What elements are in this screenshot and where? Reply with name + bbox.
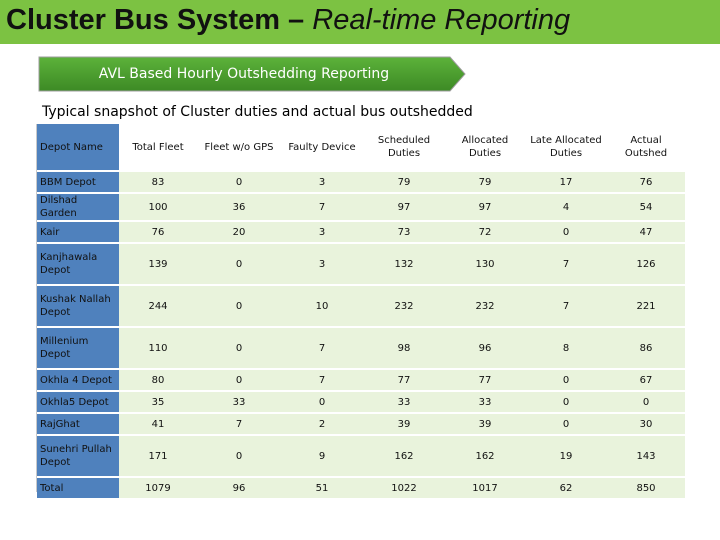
cell-depot: Kanjhawala Depot	[37, 244, 119, 286]
cell: 7	[525, 244, 607, 286]
cell-depot: BBM Depot	[37, 172, 119, 194]
cell: 4	[525, 194, 607, 222]
cell: 33	[445, 392, 525, 414]
table-row	[37, 370, 685, 392]
title-italic: Real-time Reporting	[312, 4, 571, 36]
cell: 10	[281, 286, 363, 328]
cell: 110	[119, 328, 197, 370]
title-dash: –	[280, 4, 313, 36]
banner-label: AVL Based Hourly Outshedding Reporting	[98, 66, 390, 82]
cell: 7	[525, 286, 607, 328]
cell: 54	[607, 194, 685, 222]
table-row	[37, 286, 685, 328]
cell: 232	[363, 286, 445, 328]
cell: 0	[197, 172, 281, 194]
table-header-row	[37, 124, 685, 172]
cell: 1022	[363, 478, 445, 500]
col-header-scheduled-duties: Scheduled Duties	[363, 124, 445, 172]
cell: 850	[607, 478, 685, 500]
cell: 20	[197, 222, 281, 244]
table-row	[37, 172, 685, 194]
cell: 7	[281, 194, 363, 222]
cell: 7	[197, 414, 281, 436]
cell: 162	[445, 436, 525, 478]
cell: 0	[281, 392, 363, 414]
table-row	[37, 414, 685, 436]
cell: 98	[363, 328, 445, 370]
cell: 0	[525, 222, 607, 244]
cell: 244	[119, 286, 197, 328]
cell: 9	[281, 436, 363, 478]
page-title	[6, 4, 570, 37]
cell: 79	[445, 172, 525, 194]
subtitle: Typical snapshot of Cluster duties and actual bus outshedded	[42, 104, 473, 120]
cell: 97	[445, 194, 525, 222]
cell: 143	[607, 436, 685, 478]
cell: 132	[363, 244, 445, 286]
cell: 33	[363, 392, 445, 414]
table-row	[37, 392, 685, 414]
cell: 96	[445, 328, 525, 370]
cell: 7	[281, 370, 363, 392]
cell: 41	[119, 414, 197, 436]
cell: 39	[363, 414, 445, 436]
cell: 1079	[119, 478, 197, 500]
cell: 77	[445, 370, 525, 392]
cell: 0	[197, 436, 281, 478]
cell: 33	[197, 392, 281, 414]
cell: 0	[607, 392, 685, 414]
cell: 80	[119, 370, 197, 392]
cell-depot: RajGhat	[37, 414, 119, 436]
cell: 0	[525, 414, 607, 436]
cell: 77	[363, 370, 445, 392]
cell: 19	[525, 436, 607, 478]
cell: 3	[281, 172, 363, 194]
cell: 3	[281, 222, 363, 244]
cell: 7	[281, 328, 363, 370]
table-row	[37, 244, 685, 286]
cell: 0	[197, 244, 281, 286]
cell-depot: Kushak Nallah Depot	[37, 286, 119, 328]
cell: 35	[119, 392, 197, 414]
title-bold: Cluster Bus System	[6, 4, 280, 36]
cell: 3	[281, 244, 363, 286]
col-header-late-allocated-duties: Late Allocated Duties	[525, 124, 607, 172]
cell: 76	[119, 222, 197, 244]
cell-depot: Sunehri Pullah Depot	[37, 436, 119, 478]
col-header-faulty-device: Faulty Device	[281, 124, 363, 172]
cell: 0	[525, 370, 607, 392]
cell: 67	[607, 370, 685, 392]
table-row	[37, 436, 685, 478]
cell: 83	[119, 172, 197, 194]
cell: 36	[197, 194, 281, 222]
cell: 51	[281, 478, 363, 500]
cell: 96	[197, 478, 281, 500]
cell: 17	[525, 172, 607, 194]
cell-depot: Kair	[37, 222, 119, 244]
cell-depot: Okhla 4 Depot	[37, 370, 119, 392]
cell: 130	[445, 244, 525, 286]
cell: 76	[607, 172, 685, 194]
col-header-fleet-wo-gps: Fleet w/o GPS	[197, 124, 281, 172]
cell-depot: Millenium Depot	[37, 328, 119, 370]
table-row	[37, 328, 685, 370]
col-header-total-fleet: Total Fleet	[119, 124, 197, 172]
table-total-row	[37, 478, 685, 500]
col-header-actual-outshed: Actual Outshed	[607, 124, 685, 172]
col-header-depot-name: Depot Name	[37, 124, 119, 172]
cell: 62	[525, 478, 607, 500]
cell: 0	[197, 370, 281, 392]
cell: 126	[607, 244, 685, 286]
cell: 86	[607, 328, 685, 370]
cell: 8	[525, 328, 607, 370]
cell: 73	[363, 222, 445, 244]
cell: 97	[363, 194, 445, 222]
table-row	[37, 222, 685, 244]
cell: 232	[445, 286, 525, 328]
cell: 139	[119, 244, 197, 286]
cell: 0	[197, 328, 281, 370]
cell-depot: Total	[37, 478, 119, 500]
cell: 2	[281, 414, 363, 436]
cell: 30	[607, 414, 685, 436]
cell: 221	[607, 286, 685, 328]
duties-table	[37, 124, 685, 500]
cell: 100	[119, 194, 197, 222]
cell: 162	[363, 436, 445, 478]
cell: 39	[445, 414, 525, 436]
cell: 1017	[445, 478, 525, 500]
cell: 47	[607, 222, 685, 244]
cell: 171	[119, 436, 197, 478]
cell-depot: Okhla5 Depot	[37, 392, 119, 414]
banner	[38, 56, 466, 92]
table-row	[37, 194, 685, 222]
cell: 0	[525, 392, 607, 414]
cell: 79	[363, 172, 445, 194]
cell: 0	[197, 286, 281, 328]
table-container	[36, 124, 684, 492]
cell-depot: Dilshad Garden	[37, 194, 119, 222]
col-header-allocated-duties: Allocated Duties	[445, 124, 525, 172]
cell: 72	[445, 222, 525, 244]
